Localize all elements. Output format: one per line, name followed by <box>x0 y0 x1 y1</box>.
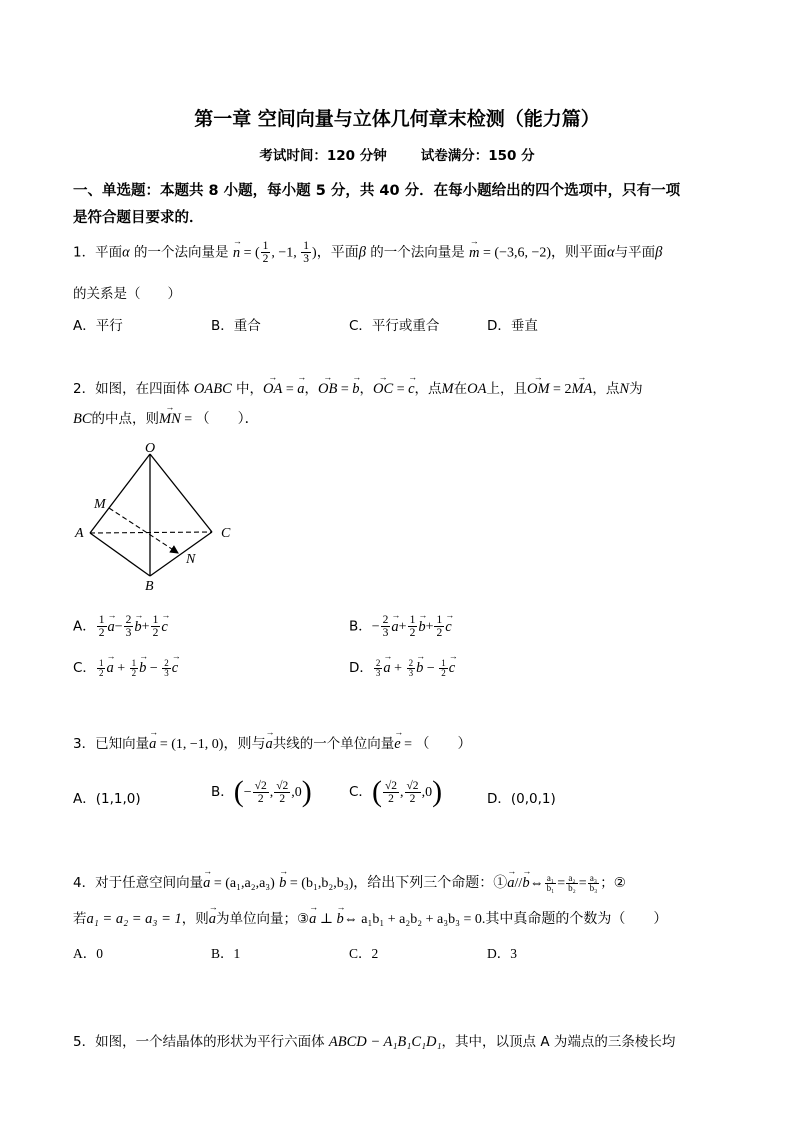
section-heading-line1: 一、单选题：本题共 8 小题，每小题 5 分，共 40 分．在每小题给出的四个选项中，只有一项 <box>73 183 681 199</box>
edge-ab <box>90 533 150 576</box>
q1-option-d[interactable]: D．垂直 <box>487 318 538 334</box>
exam-info <box>0 144 794 164</box>
page-title: 第一章 空间向量与立体几何章末检测（能力篇） <box>194 108 600 130</box>
vector-mn <box>109 508 178 553</box>
q4-option-a[interactable]: A．0 <box>73 946 103 961</box>
q2-option-d[interactable]: D． $\frac{2}{3}$ → a + $\frac{2}{3}$ → b − $\frac{1}{2}$ → c <box>349 656 455 678</box>
q3-option-a[interactable]: A．(1,1,0) <box>73 791 141 807</box>
q3-stem: 3．已知向量→ a = (1, −1, 0)，则与→ a共线的一个单位向量→ e = （ ） <box>73 732 472 753</box>
label-o: O <box>145 441 156 456</box>
q1-option-c[interactable]: C．平行或重合 <box>349 318 440 334</box>
q1-option-a[interactable]: A．平行 <box>73 318 123 334</box>
q2-stem-line1: 2．如图，在四面体 OABC 中，→ OA = → a，→ OB = → b，→ OC = → c，点M在OA上，且→ OM = 2→ MA，点N为 <box>73 377 643 398</box>
label-c: C <box>221 526 231 541</box>
q2-stem-line2: BC的中点，则→ MN = （ ）． <box>73 407 259 428</box>
q1-stem-line2: 的关系是（ ） <box>73 286 181 302</box>
full-score: 试卷满分：150 分 <box>420 148 535 164</box>
q2-option-b[interactable]: B．− $\frac{2}{3}$ → a+ $\frac{1}{2}$ → b+ $\frac{1}{2}$ → c <box>349 614 452 639</box>
q4-option-d[interactable]: D．3 <box>487 946 517 961</box>
q3-option-d[interactable]: D．(0,0,1) <box>487 791 556 807</box>
exam-time: 考试时间：120 分钟 <box>259 148 387 164</box>
q5-stem-line1: 5．如图，一个结晶体的形状为平行六面体 ABCD − A₁B₁C₁D₁，其中，以顶点 A 为端点的三条棱长均 <box>73 1034 676 1050</box>
q4-option-b[interactable]: B．1 <box>211 946 241 961</box>
edge-ac-hidden <box>90 532 212 533</box>
section-heading-line2: 是符合题目要求的． <box>73 210 204 226</box>
q4-stem-line1: 4．对于任意空间向量→ a = (a₁,a₂,a₃) → b = (b₁,b₂,b₃)，给出下列三个命题：①→ a//→ b⇔ $\frac{\text{a₁}}{\text{b₁}}$ = $\frac{\text{a₂}}{\text{b₂}}$ = $\frac{\text{a₃}}{\text{b₃}}$ ；② <box>73 871 626 893</box>
label-n: N <box>186 552 196 567</box>
edge-oa <box>90 454 150 533</box>
q2-option-c[interactable]: C． $\frac{1}{2}$ → a + $\frac{1}{2}$ → b − $\frac{2}{3}$ → c <box>73 656 178 678</box>
q2-option-a[interactable]: A． $\frac{1}{2}$ → a− $\frac{2}{3}$ → b+ $\frac{1}{2}$ → c <box>73 614 168 639</box>
label-a: A <box>75 526 84 541</box>
q1-option-b[interactable]: B．重合 <box>211 318 261 334</box>
q1-stem-line1: 1．平面α 的一个法向量是 → n = ( $\frac{1}{2}$ , −1, $\frac{1}{3}$ )，平面β 的一个法向量是 → m = (−3,6, −2)，则平面α与平面β <box>73 240 662 265</box>
q3-option-b[interactable]: B．(− $\frac{√2}{2}$ , $\frac{√2}{2}$ ,0) <box>211 775 312 808</box>
q4-stem-line2: 若a₁ = a₂ = a₃ = 1，则→ a为单位向量；③→ a ⊥ → b⇔ a₁b₁ + a₂b₂ + a₃b₃ = 0.其中真命题的个数为（ ） <box>73 907 667 928</box>
label-m: M <box>94 497 106 512</box>
q3-option-c[interactable]: C．( $\frac{√2}{2}$ , $\frac{√2}{2}$ ,0) <box>349 775 443 808</box>
edge-oc <box>150 454 212 532</box>
label-b: B <box>145 579 154 594</box>
q4-option-c[interactable]: C．2 <box>349 946 379 961</box>
tetrahedron-figure <box>72 440 242 595</box>
edge-bc <box>150 532 212 576</box>
